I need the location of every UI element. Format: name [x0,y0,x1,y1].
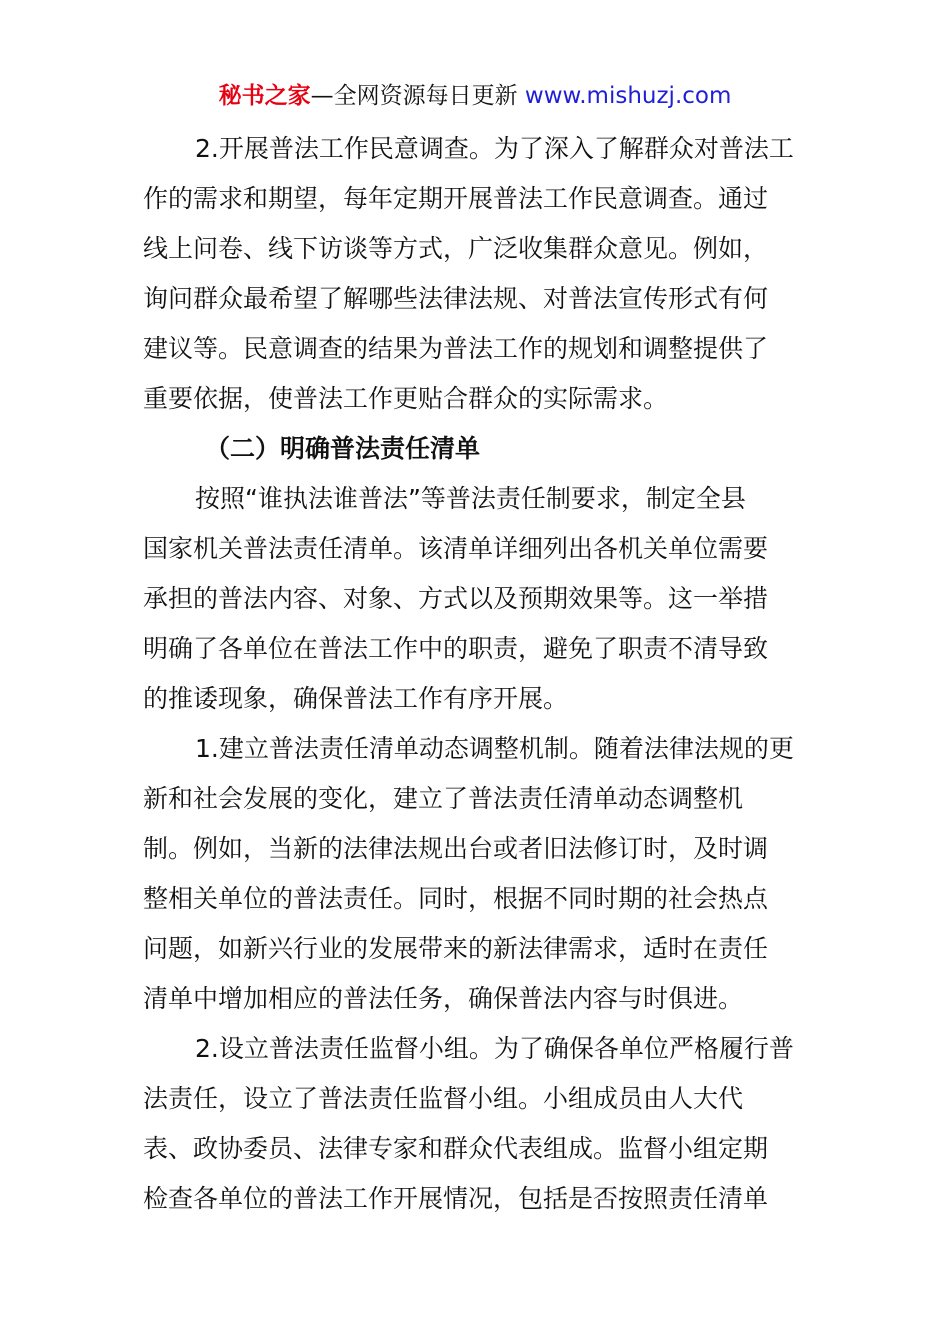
text-line: 1.建立普法责任清单动态调整机制。随着法律法规的更 [195,734,794,763]
text-line: 按照“谁执法谁普法”等普法责任制要求，制定全县 [195,484,746,513]
text-line: 作的需求和期望，每年定期开展普法工作民意调查。通过 [143,184,769,213]
text-line: 法责任，设立了普法责任监督小组。小组成员由人大代 [143,1084,744,1113]
document-body [143,124,807,1224]
header-slogan: —全网资源每日更新 [310,83,518,109]
text-line: 重要依据，使普法工作更贴合群众的实际需求。 [143,384,669,413]
section-heading: （二）明确普法责任清单 [205,434,481,463]
text-line: 整相关单位的普法责任。同时，根据不同时期的社会热点 [143,884,769,913]
text-line: 的推诿现象，确保普法工作有序开展。 [143,684,569,713]
text-line: 2.开展普法工作民意调查。为了深入了解群众对普法工 [195,134,794,163]
text-line: 制。例如，当新的法律法规出台或者旧法修订时，及时调 [143,834,769,863]
text-line: 新和社会发展的变化，建立了普法责任清单动态调整机 [143,784,744,813]
text-line: 线上问卷、线下访谈等方式，广泛收集群众意见。例如， [143,234,769,263]
text-line: 承担的普法内容、对象、方式以及预期效果等。这一举措 [143,584,769,613]
site-header [0,80,950,112]
brand-name: 秘书之家 [218,83,311,109]
site-url-link[interactable]: www.mishuzj.com [524,83,732,109]
text-line: 问题，如新兴行业的发展带来的新法律需求，适时在责任 [143,934,769,963]
text-line: 国家机关普法责任清单。该清单详细列出各机关单位需要 [143,534,769,563]
text-line: 2.设立普法责任监督小组。为了确保各单位严格履行普 [195,1034,794,1063]
text-line: 明确了各单位在普法工作中的职责，避免了职责不清导致 [143,634,769,663]
text-line: 检查各单位的普法工作开展情况，包括是否按照责任清单 [143,1184,769,1213]
text-line: 表、政协委员、法律专家和群众代表组成。监督小组定期 [143,1134,769,1163]
text-line: 询问群众最希望了解哪些法律法规、对普法宣传形式有何 [143,284,769,313]
text-line: 清单中增加相应的普法任务，确保普法内容与时俱进。 [143,984,744,1013]
text-line: 建议等。民意调查的结果为普法工作的规划和调整提供了 [143,334,769,363]
